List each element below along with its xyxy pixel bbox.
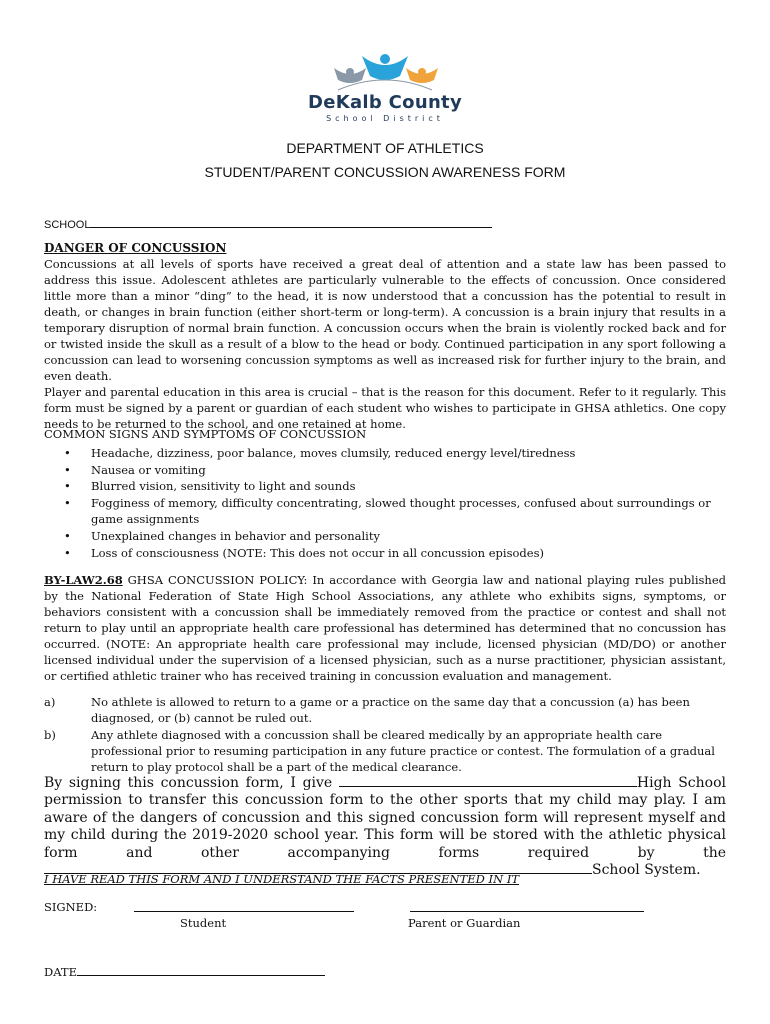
form-title: STUDENT/PARENT CONCUSSION AWARENESS FORM: [204, 164, 566, 180]
rule-a: a) No athlete is allowed to return to a game or a practice on the same day that a concussion (a) has been diagnosed, or (b) cannot be ruled out.: [44, 695, 690, 725]
consent-lead: By signing this concussion form, I give: [44, 775, 333, 791]
symptoms-list: [64, 445, 726, 561]
list-item: • Headache, dizziness, poor balance, moves clumsily, reduced energy level/tiredness: [64, 446, 576, 460]
acknowledge-statement: I HAVE READ THIS FORM AND I UNDERSTAND THE FACTS PRESENTED IN IT: [44, 872, 520, 886]
list-item: • Fogginess of memory, difficulty concentrating, slowed thought processes, confused about surroundings or game assignments: [64, 495, 711, 527]
parent-signature-line[interactable]: [410, 900, 644, 912]
bylaw-section: [44, 572, 726, 684]
bylaw-text: GHSA CONCUSSION POLICY: In accordance with Georgia law and national playing rules published by the National Federation of State High School Associations, any athlete who exhibits signs, symptoms, or behaviors consistent with a concussion shall be immediately removed from the practice or contest and shall not return to play until an appropriate health care professional has determined has determined that no concussion has occurred. (NOTE: An appropriate health care professional may include, licensed physician (MD/DO) or another licensed individual under the supervision of a licensed physician, such as a nurse practitioner, physician assistant, or certified athletic trainer who has received training in concussion evaluation and management.: [44, 573, 726, 683]
consent-body: to transfer this concussion form to the other sports that my child may play. I am aware of the dangers of concussion and this signed concussion form will represent myself and my child during the 2019-2020 school year. This form will be stored with the athletic physical form and other accompanying forms required by the: [44, 792, 726, 861]
school-label: SCHOOL: [44, 219, 91, 231]
student-signature-line[interactable]: [134, 900, 354, 912]
list-item: • Blurred vision, sensitivity to light and sounds: [64, 479, 356, 494]
danger-section: [44, 240, 726, 432]
list-item: • Unexplained changes in behavior and personality: [64, 528, 380, 543]
bylaw-label: BY-LAW2.68: [44, 573, 123, 587]
school-field: [44, 216, 492, 231]
student-label: Student: [180, 916, 227, 930]
date-field: [44, 964, 325, 979]
department-title: DEPARTMENT OF ATHLETICS: [286, 140, 484, 156]
logo-name: DeKalb County: [307, 92, 462, 113]
symptoms-heading: COMMON SIGNS AND SYMPTOMS OF CONCUSSION: [44, 427, 367, 441]
logo-figures-icon: [300, 50, 470, 95]
list-item: • Nausea or vomiting: [64, 462, 206, 477]
logo-subtitle: School District: [326, 114, 444, 123]
list-item: • Loss of consciousness (NOTE: This does not occur in all concussion episodes): [64, 545, 544, 560]
signed-label: SIGNED:: [44, 900, 98, 914]
parent-label: Parent or Guardian: [408, 916, 521, 930]
danger-heading: DANGER OF CONCUSSION: [44, 241, 227, 255]
high-school-input-line[interactable]: [339, 775, 637, 787]
school-input-line[interactable]: [90, 216, 492, 228]
date-label: DATE: [44, 965, 77, 979]
rules-list: [44, 694, 726, 776]
district-logo: [300, 50, 470, 130]
date-input-line[interactable]: [77, 964, 325, 976]
consent-paragraph: [44, 775, 726, 879]
rule-b: b) Any athlete diagnosed with a concussion shall be cleared medically by an appropriate health care professional prior to resuming participation in any future practice or contest. The formulation of a gradual return to play protocol shall be a part of the medical clearance.: [44, 728, 715, 774]
consent-after-blank: High School permission: [44, 775, 727, 809]
danger-paragraph-1: Concussions at all levels of sports have received a great deal of attention and a state law has been passed to address this issue. Adolescent athletes are particularly vulnerable to the effects of concussion. Once considered little more than a minor “ding” to the head, it is now understood that a concussion has the potential to result in death, or changes in brain function (either short-term or long-term). A concussion is a brain injury that results in a temporary disruption of normal brain function. A concussion occurs when the brain is violently rocked back and for or twisted inside the skull as a result of a blow to the head or body. Continued participation in any sport following a concussion can lead to worsening concussion symptoms as well as increased risk for further injury to the brain, and even death.: [44, 257, 726, 383]
danger-paragraph-2: Player and parental education in this area is crucial – that is the reason for this document. Refer to it regularly. This form must be signed by a parent or guardian of each student who wishes to participate in GHSA athletics. One copy needs to be returned to the school, and one retained at home.: [44, 385, 726, 431]
consent-end: School System.: [592, 862, 701, 879]
